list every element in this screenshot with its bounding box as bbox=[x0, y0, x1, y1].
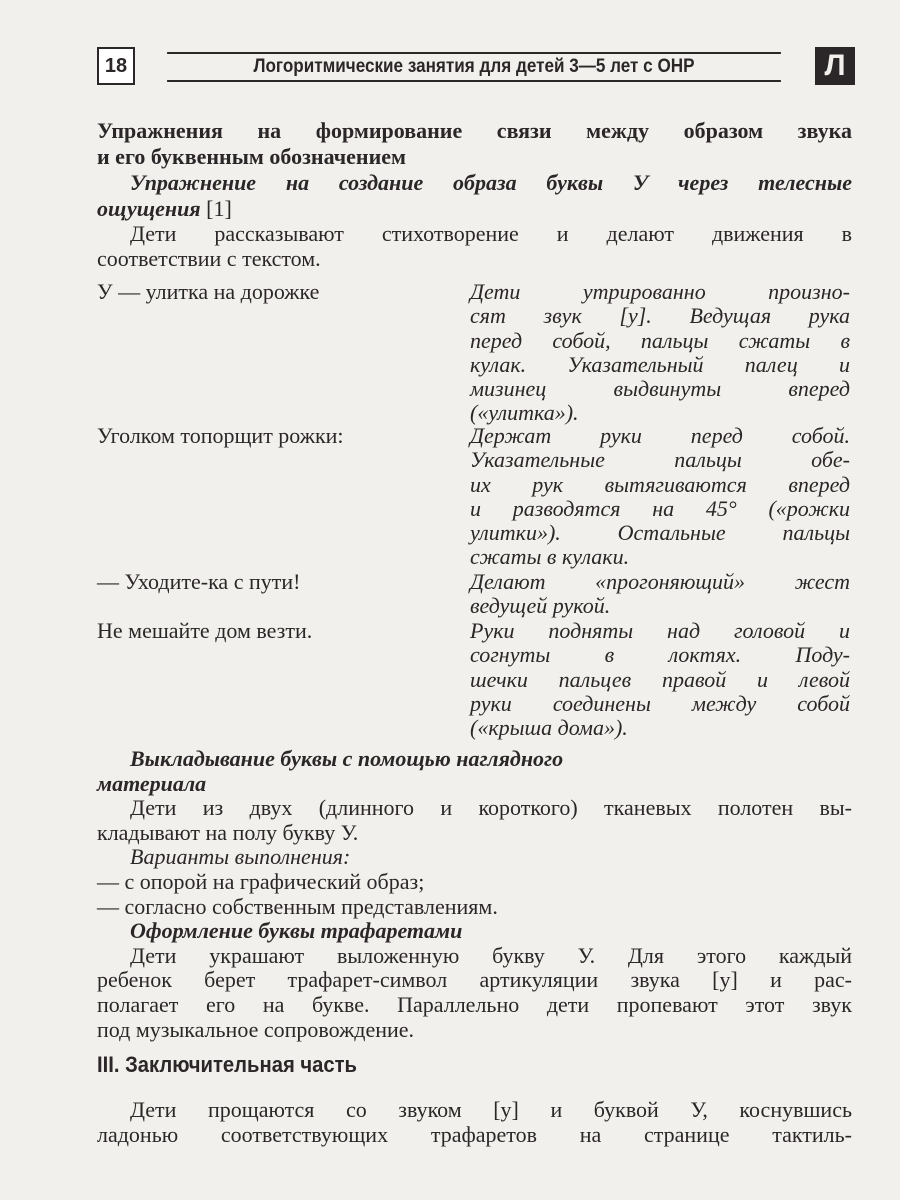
book-title: Логоритмические занятия для детей 3—5 лет с ОНР bbox=[253, 56, 695, 77]
poem-verse: Уголком топорщит рожки: bbox=[97, 423, 344, 448]
poem-verse: Не мешайте дом везти. bbox=[97, 618, 313, 643]
closing-paragraph: Дети прощаются со звуком [у] и буквой У, коснувшись ладонью соответствующих трафаретов на странице тактиль- bbox=[97, 1097, 852, 1147]
variant-item: — с опорой на графический образ; bbox=[97, 868, 425, 894]
poem-verse: — Уходите-ка с пути! bbox=[97, 569, 301, 594]
poem-action: Дети утрированно произно- сят звук [у]. Ведущая рука перед собой, пальцы сжаты в кулак. Указательный палец и мизинец выдвинуты вперед («улитка»). bbox=[470, 279, 850, 426]
variants-label: Варианты выполнения: bbox=[130, 844, 351, 870]
exercise2-title: Выкладывание буквы с помощью наглядного bbox=[130, 746, 564, 771]
section-heading: Упражнения на формирование связи между образом звука и его буквенным обозначением bbox=[97, 118, 852, 169]
poem-action: Делают «прогоняющий» жест ведущей рукой. bbox=[470, 569, 850, 619]
exercise1-title: Упражнение на создание образа буквы У через телесные ощущения [1] bbox=[97, 170, 852, 221]
running-header bbox=[97, 47, 855, 83]
poem-verse: У — улитка на дорожке bbox=[97, 279, 320, 304]
page-number: 18 bbox=[97, 47, 135, 85]
intro-paragraph: Дети рассказывают стихотворение и делают движения в соответствии с текстом. bbox=[97, 221, 852, 271]
exercise2: Выкладывание буквы с помощью наглядного материала Дети из двух (длинного и короткого) тканевых полотен вы- кладывают на полу букву У. Варианты выполнения: — с опорой на графический образ; — согласно собственным представлениям. Оформление буквы трафаретами Дети украшают выложенную букву У. Для этого каждый ребенок берет трафарет-символ артикуляции звука [у] и рас- полагает его на букве. Параллельно дети пропевают этот звук под музыкальное сопровождение. bbox=[97, 746, 852, 1042]
section-logo: Л bbox=[815, 47, 855, 85]
reference: [1] bbox=[200, 195, 232, 221]
poem-action: Руки подняты над головой и согнуты в локтях. Поду- шечки пальцев правой и левой руки соединены между собой («крыша дома»). bbox=[470, 618, 850, 741]
variant-item: — согласно собственным представлениям. bbox=[97, 893, 498, 919]
exercise3-title: Оформление буквы трафаретами bbox=[130, 918, 463, 944]
section-title: III. Заключительная часть bbox=[97, 1052, 358, 1077]
poem-action: Держат руки перед собой. Указательные пальцы обе- их рук вытягиваются вперед и разводятся на 45° («рожки улитки»). Остальные пальцы сжаты в кулаки. bbox=[470, 423, 850, 570]
